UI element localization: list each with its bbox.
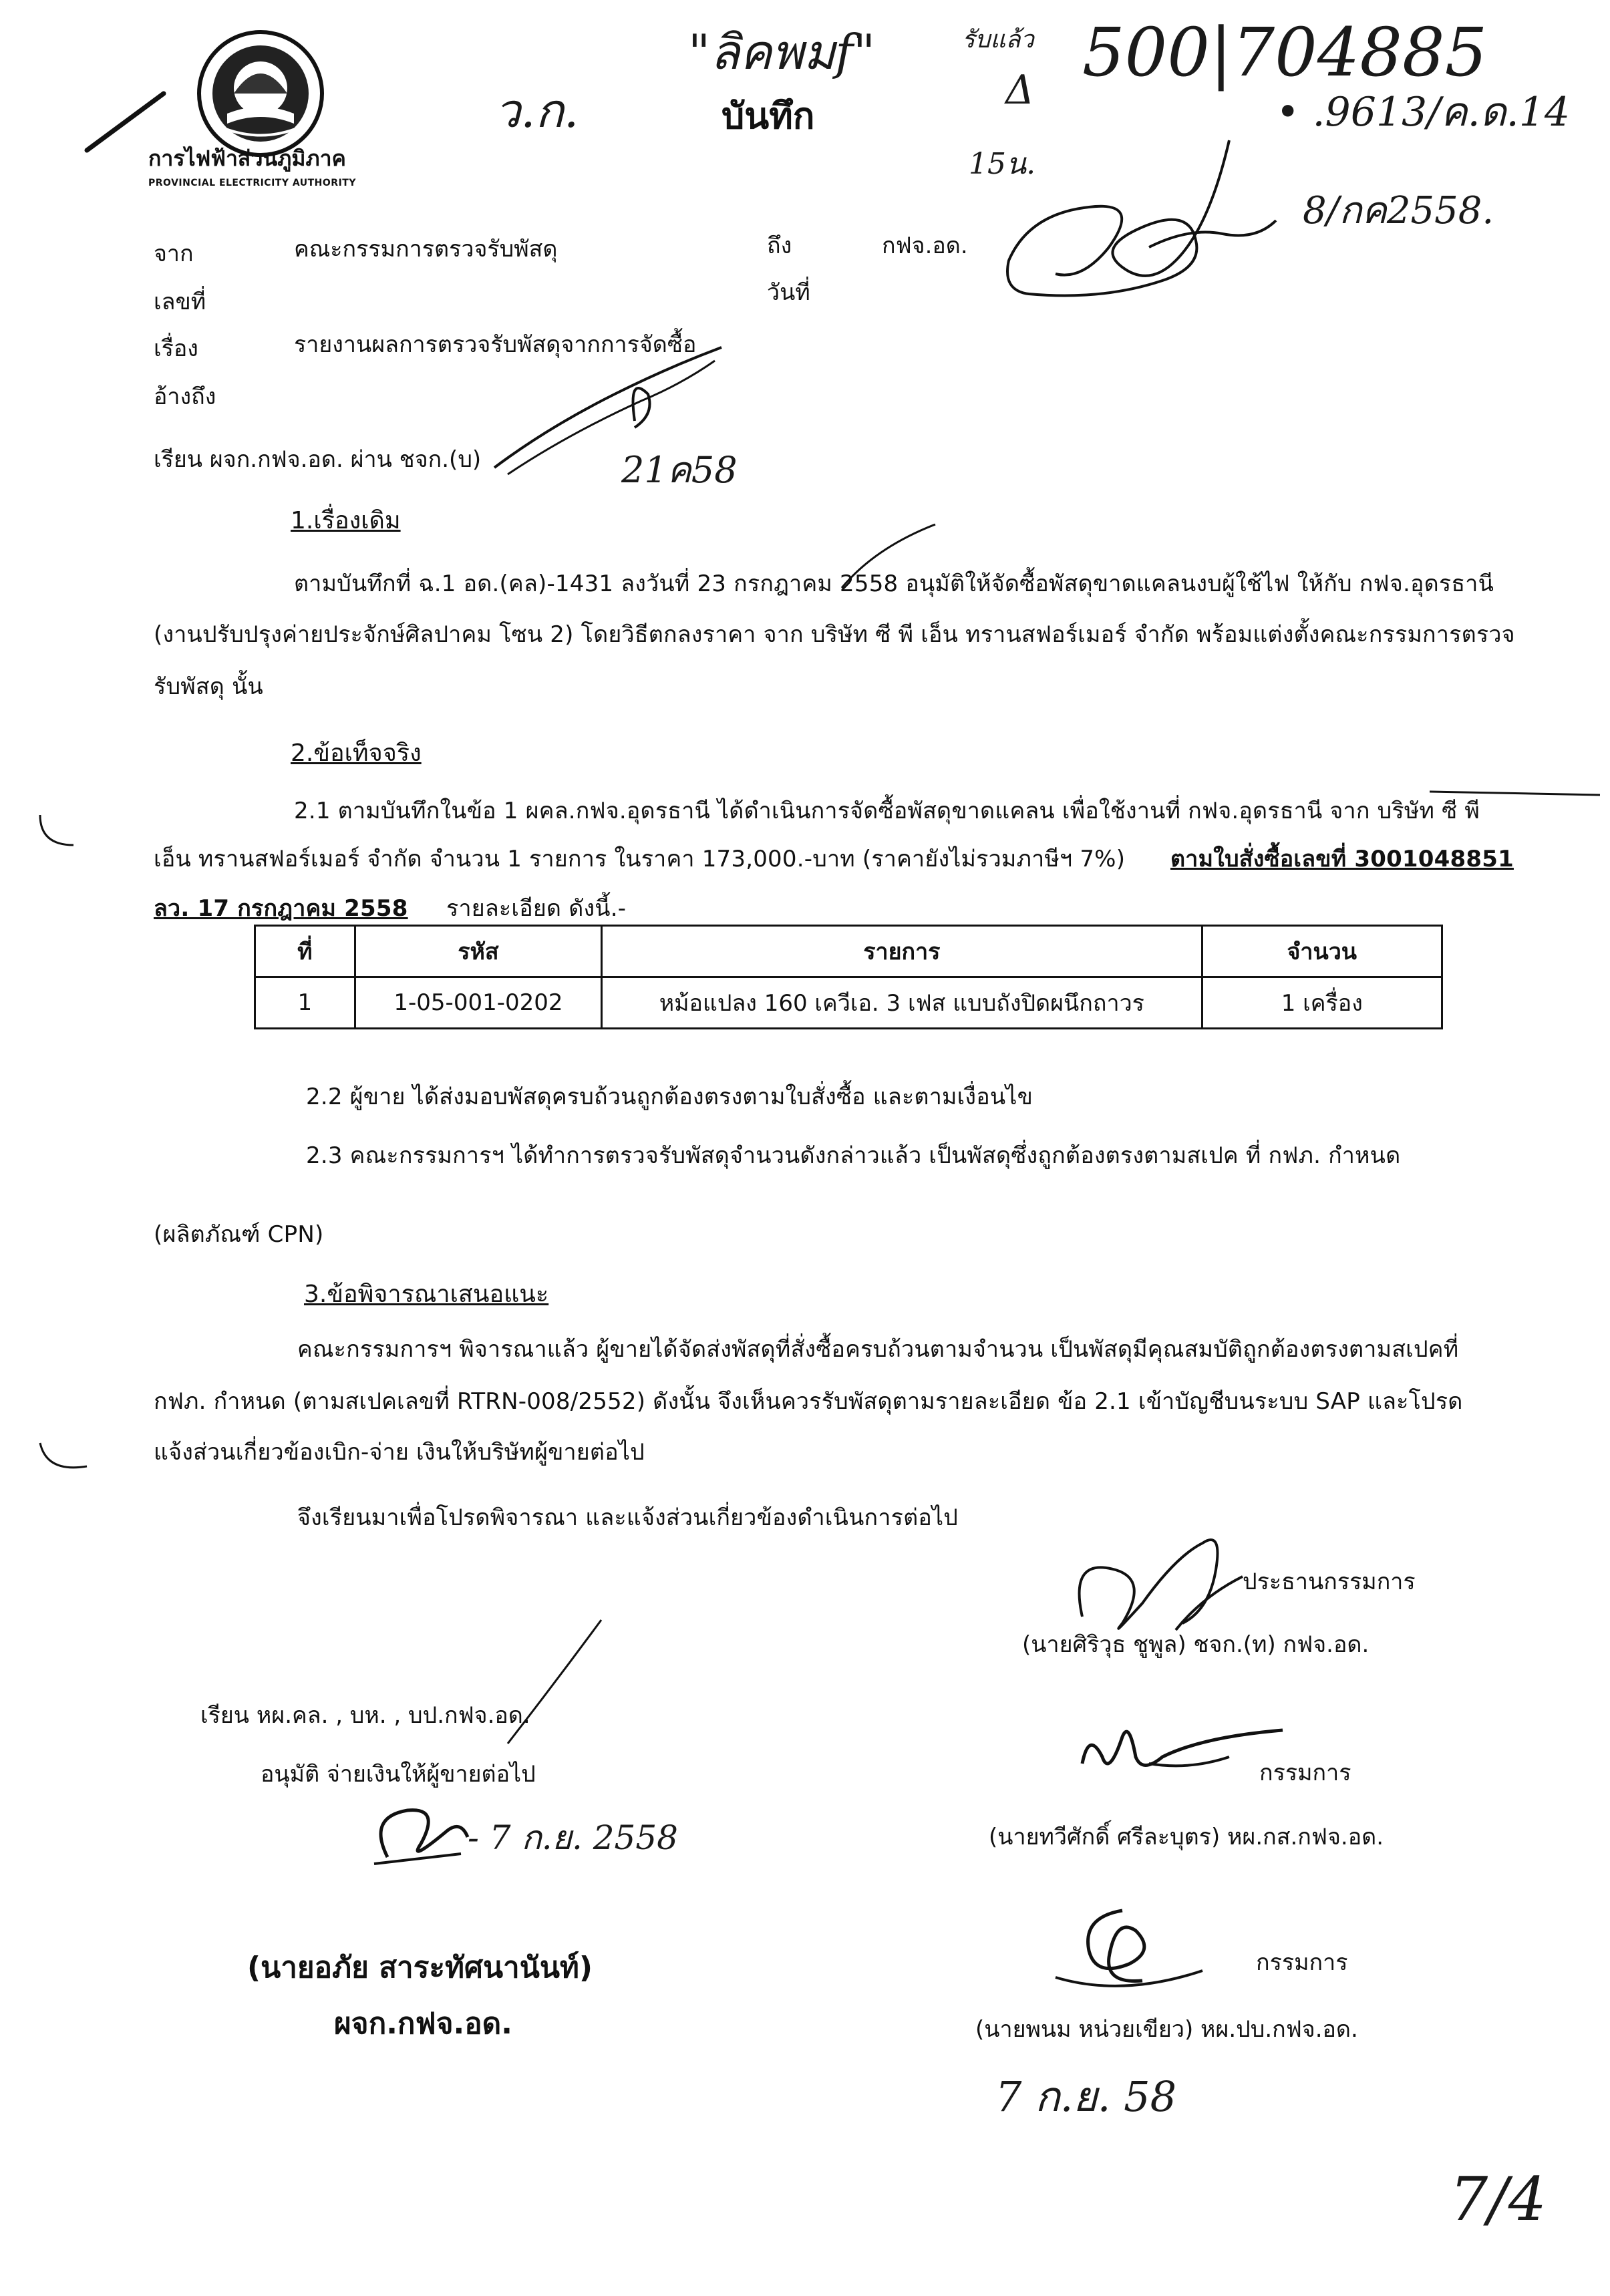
pea-emblem-icon [194,27,327,160]
section1-line3: รับพัสดุ นั้น [154,673,263,700]
member2-name: (นายพนม หน่วยเขียว) หผ.ปบ.กฟจ.อด. [975,2016,1358,2043]
org-name-th: การไฟฟ้าส่วนภูมิภาค [148,146,346,171]
col-qty: จำนวน [1202,926,1442,977]
received-num: Δ [1005,67,1035,114]
member1-role: กรรมการ [1259,1760,1351,1786]
member2-role: กรรมการ [1256,1949,1348,1976]
page-mark: 7/4 [1450,2164,1547,2235]
section1-line2: (งานปรับปรุงค่ายประจักษ์ศิลปาคม โซน 2) โดยวิธีตกลงราคา จาก บริษัท ซี พี เอ็น ทรานสฟอร์เมอร์ จำกัด พร้อมแต่งตั้งคณะกรรมการตรวจ [154,621,1515,648]
col-code: รหัส [355,926,601,977]
received-note: รับแล้ว [962,26,1034,53]
cell-no: 1 [255,977,355,1029]
handwritten-code: ว.ก. [494,84,579,138]
cell-code: 1-05-001-0202 [355,977,601,1029]
handwritten-priority: "ลิคพมf" [688,24,876,80]
date-code: • .9613/ค.ด.14 [1276,89,1571,136]
section1-title: 1.เรื่องเดิม [291,507,401,534]
received-time: 15น. [969,147,1036,181]
table-row [255,977,1442,1029]
subject-label: เรื่อง [154,335,198,362]
to-value: กฟจ.อด. [882,232,968,259]
handwritten-signature-to [989,127,1296,314]
items-table-header [255,926,1442,977]
chair-role: ประธานกรรมการ [1243,1569,1416,1595]
to-label: ถึง [767,232,792,259]
section3-line1: คณะกรรมการฯ พิจารณาแล้ว ผู้ขายได้จัดส่งพัสดุที่สั่งซื้อครบถ้วนตามจำนวน เป็นพัสดุมีคุณสมบัติถูกต้องตรงตามสเปคที่ [297,1336,1459,1363]
section2-p22: 2.2 ผู้ขาย ได้ส่งมอบพัสดุครบถ้วนถูกต้องตรงตามใบสั่งซื้อ และตามเงื่อนไข [306,1084,1033,1110]
number-label: เลขที่ [154,289,206,315]
member1-name: (นายทวีศักดิ์ ศรีละบุตร) หผ.กส.กฟจ.อด. [989,1824,1384,1850]
approver-signature [361,1790,474,1870]
member2-signature [1042,1897,1216,2004]
date-label: วันที่ [767,279,810,306]
section3-line2: กฟภ. กำหนด (ตามสเปคเลขที่ RTRN-008/2552) ดังนั้น จึงเห็นควรรับพัสดุตามรายละเอียด ข้อ 2.1 เข้าบัญชีบนระบบ SAP และโปรด [154,1388,1463,1415]
section2-p21-line1: 2.1 ตามบันทึกในข้อ 1 ผคล.กฟจ.อุดรธานี ได้ดำเนินการจัดซื้อพัสดุขาดแคลน เพื่อใช้งานที่ กฟจ.อุดรธานี จาก บริษัท ซี พี [294,798,1480,824]
section2-p23-cont: (ผลิตภัณฑ์ CPN) [154,1221,324,1248]
member2-date: 7 ก.ย. 58 [995,2072,1177,2121]
col-item: รายการ [602,926,1202,977]
chair-name: (นายศิริวุธ ชูพูล) ชจก.(ท) กฟจ.อด. [1022,1631,1370,1658]
margin-bracket-2 [33,1436,94,1483]
handwritten-strike [1430,782,1603,802]
section2-details-label: รายละเอียด ดังนี้.- [446,895,627,922]
section3-line3: แจ้งส่วนเกี่ยวข้องเบิก-จ่าย เงินให้บริษัทผู้ขายต่อไป [154,1439,645,1466]
salutation: เรียน ผจก.กฟจ.อด. ผ่าน ชจก.(บ) [154,446,482,473]
date-received: 8/กค2558. [1303,189,1494,232]
handwritten-slash [80,87,167,160]
ref-label: อ้างถึง [154,383,216,410]
section2-p21-line2a: เอ็น ทรานสฟอร์เมอร์ จำกัด จำนวน 1 รายการ ในราคา 173,000.-บาท (ราคายังไม่รวมภาษีฯ 7%) [154,846,1126,872]
approver-name: (นายอภัย สาระทัศนานันท์) [247,1951,593,1985]
approval-to-line: เรียน หผ.คล. , บห. , บป.กฟจ.อด. [200,1702,530,1729]
approval-date: - 7 ก.ย. 2558 [468,1818,678,1857]
from-label: จาก [154,240,194,267]
margin-bracket-1 [33,808,80,855]
org-name-en: PROVINCIAL ELECTRICITY AUTHORITY [148,178,356,188]
section2-po-number: ตามใบสั่งซื้อเลขที่ 3001048851 [1170,846,1514,872]
cell-item: หม้อแปลง 160 เควีเอ. 3 เฟส แบบถังปิดผนึกถาวร [602,977,1202,1029]
doc-number: 500|704885 [1082,13,1488,92]
section2-p23: 2.3 คณะกรรมการฯ ได้ทำการตรวจรับพัสดุจำนวนดังกล่าวแล้ว เป็นพัสดุซึ่งถูกต้องตรงตามสเปค ที่ กฟภ. กำหนด [306,1142,1401,1169]
member1-signature [1069,1717,1289,1790]
from-value: คณะกรรมการตรวจรับพัสดุ [294,236,558,263]
approval-approve-line: อนุมัติ จ่ายเงินให้ผู้ขายต่อไป [261,1761,536,1788]
section2-title: 2.ข้อเท็จจริง [291,740,422,767]
col-no: ที่ [255,926,355,977]
approver-title: ผจก.กฟจ.อด. [334,2007,512,2041]
handwritten-initials: 21ค58 [621,449,738,491]
chair-signature [1042,1516,1263,1643]
section1-line1: ตามบันทึกที่ ฉ.1 อด.(คล)-1431 ลงวันที่ 23 กรกฎาคม 2558 อนุมัติให้จัดซื้อพัสดุขาดแคลนงบผู้ใช้ไฟ ให้กับ กฟจ.อุดรธานี [294,570,1494,597]
section2-po-date: ลว. 17 กรกฎาคม 2558 [154,895,408,922]
subject-value: รายงานผลการตรวจรับพัสดุจากการจัดซื้อ [294,331,697,358]
section3-title: 3.ข้อพิจารณาเสนอแนะ [304,1281,549,1308]
pea-logo [194,27,327,160]
doc-type-title: บันทึก [721,95,815,137]
section3-closing: จึงเรียนมาเพื่อโปรดพิจารณา และแจ้งส่วนเกี่ยวข้องดำเนินการต่อไป [297,1504,959,1531]
cell-qty: 1 เครื่อง [1202,977,1442,1029]
items-table [254,925,1443,1029]
